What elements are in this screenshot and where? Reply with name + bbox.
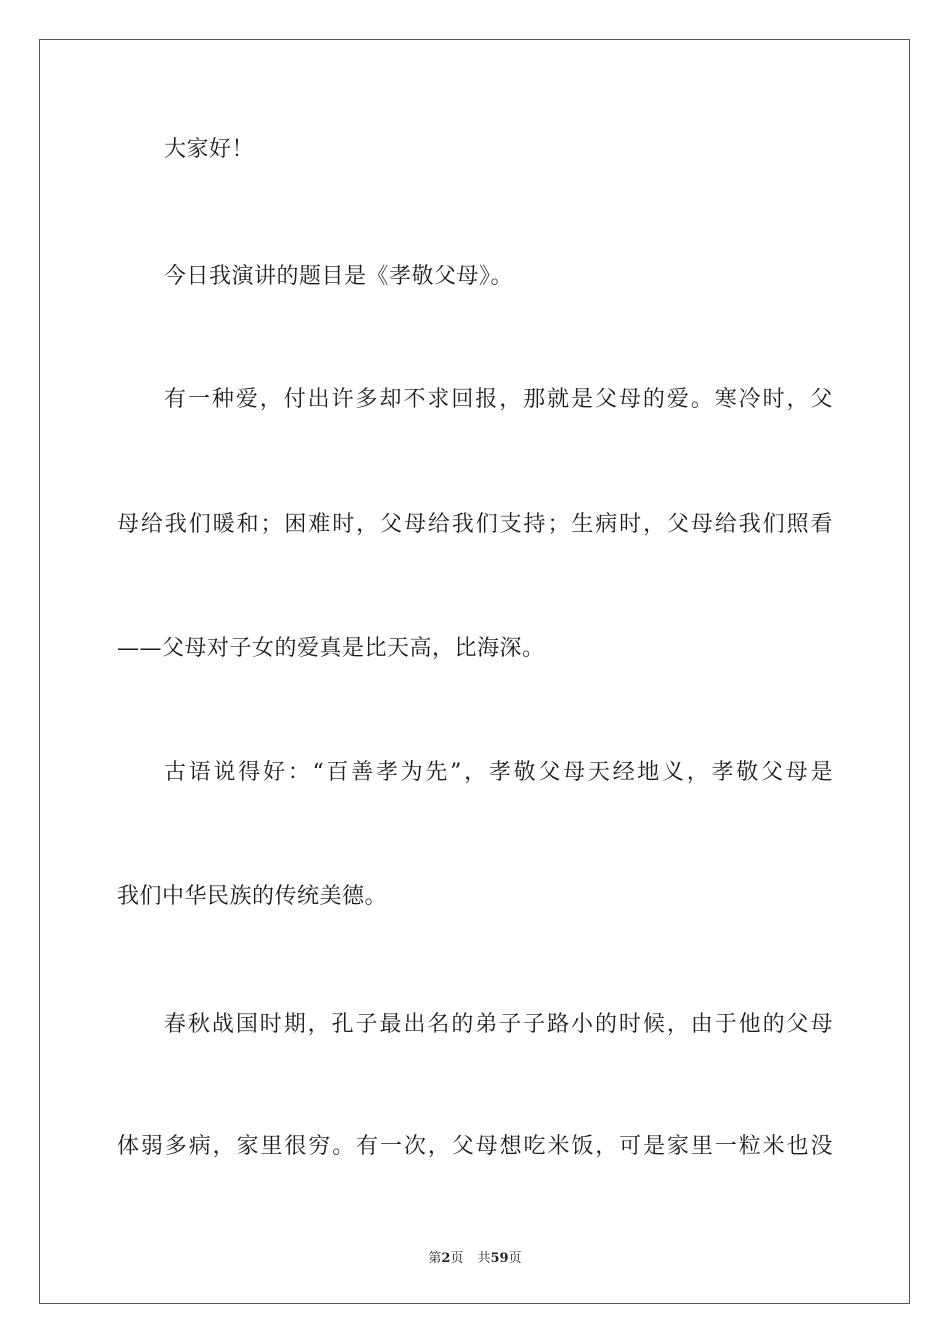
paragraph-line: 我们中华民族的传统美德。 bbox=[117, 884, 388, 909]
topic-line: 今日我演讲的题目是《孝敬父母》。 bbox=[164, 264, 514, 289]
page-suffix: 页 bbox=[450, 1251, 464, 1266]
paragraph-line: ——父母对子女的爱真是比天高，比海深。 bbox=[117, 636, 545, 661]
page-frame bbox=[39, 39, 910, 1304]
page-number: 2 bbox=[441, 1251, 451, 1266]
paragraph-line: 古语说得好：“百善孝为先”，孝敬父母天经地义，孝敬父母是 bbox=[164, 760, 833, 785]
paragraph-line: 体弱多病，家里很穷。有一次，父母想吃米饭，可是家里一粒米也没 bbox=[117, 1134, 833, 1159]
total-suffix: 页 bbox=[508, 1251, 522, 1266]
paragraph-line: 母给我们暖和；困难时，父母给我们支持；生病时，父母给我们照看 bbox=[117, 512, 833, 537]
greeting-line: 大家好！ bbox=[164, 137, 255, 162]
paragraph-line: 春秋战国时期，孔子最出名的弟子子路小的时候，由于他的父母 bbox=[164, 1012, 833, 1037]
page-prefix: 第 bbox=[428, 1251, 442, 1266]
paragraph-line: 有一种爱，付出许多却不求回报，那就是父母的爱。寒冷时，父 bbox=[164, 387, 833, 412]
total-pages: 59 bbox=[490, 1251, 509, 1266]
page-footer bbox=[0, 1247, 950, 1266]
total-prefix: 共 bbox=[477, 1251, 491, 1266]
